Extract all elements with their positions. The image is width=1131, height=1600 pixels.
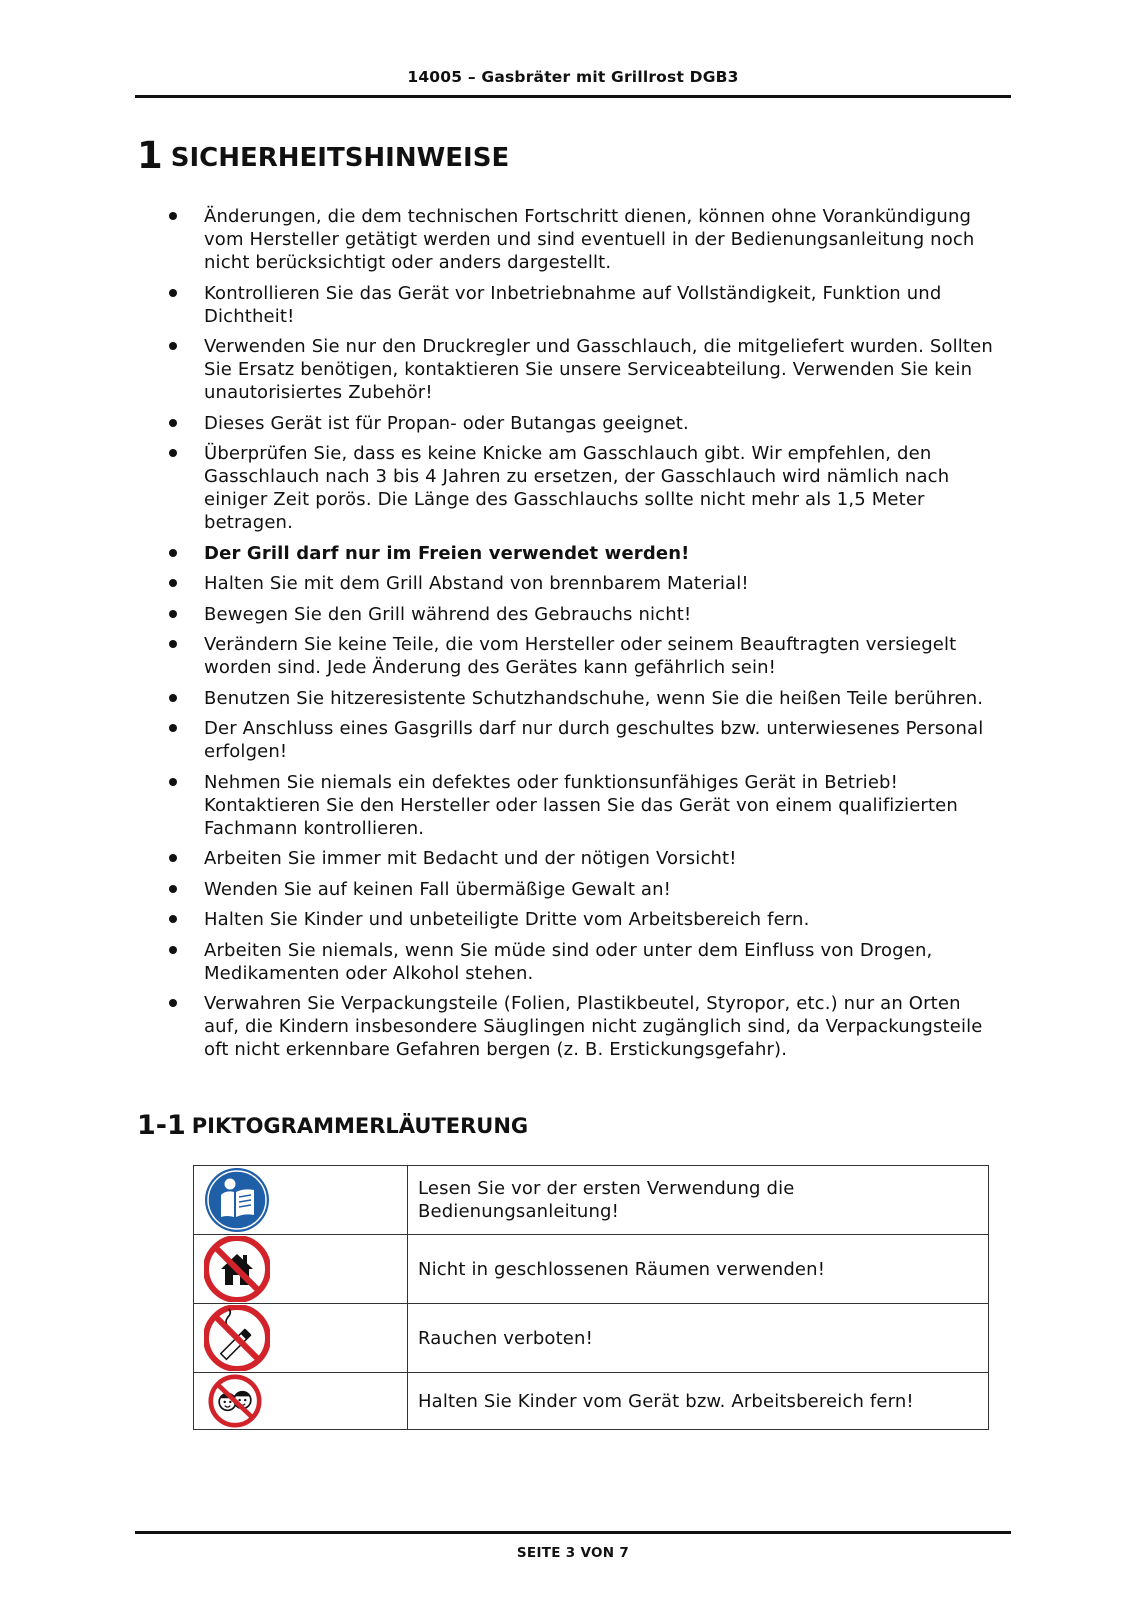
pictogram-cell — [194, 1373, 408, 1430]
list-item: Verändern Sie keine Teile, die vom Hersteller oder seinem Beauftragten versiegelt worden sind. Jede Änderung des Gerätes kann gefährlich sein! — [169, 633, 999, 679]
safety-instructions-list — [169, 205, 999, 1069]
document-header-title: 14005 – Gasbräter mit Grillrost DGB3 — [407, 68, 739, 86]
pictogram-description: Rauchen verboten! — [408, 1304, 989, 1373]
pictogram-description: Nicht in geschlossenen Räumen verwenden! — [408, 1235, 989, 1304]
list-item: Arbeiten Sie niemals, wenn Sie müde sind oder unter dem Einfluss von Drogen, Medikamenten oder Alkohol stehen. — [169, 939, 999, 985]
list-item: Änderungen, die dem technischen Fortschritt dienen, können ohne Vorankündigung vom Hersteller getätigt werden und sind eventuell in der Bedienungsanleitung noch nicht berücksichtigt oder anders dargestellt. — [169, 205, 999, 274]
list-item: Wenden Sie auf keinen Fall übermäßige Gewalt an! — [169, 878, 999, 901]
pictogram-table — [193, 1165, 989, 1430]
no-smoking-icon — [204, 1305, 270, 1371]
subsection-title: PIKTOGRAMMERLÄUTERUNG — [191, 1114, 529, 1138]
section-number: 1 — [137, 134, 163, 177]
table-row — [194, 1235, 989, 1304]
list-item: Kontrollieren Sie das Gerät vor Inbetriebnahme auf Vollständigkeit, Funktion und Dichtheit! — [169, 282, 999, 328]
list-item: Benutzen Sie hitzeresistente Schutzhandschuhe, wenn Sie die heißen Teile berühren. — [169, 687, 999, 710]
list-item-emphasized: Der Grill darf nur im Freien verwendet werden! — [169, 542, 999, 565]
list-item: Bewegen Sie den Grill während des Gebrauchs nicht! — [169, 603, 999, 626]
table-row — [194, 1304, 989, 1373]
table-row — [194, 1373, 989, 1430]
header-divider — [135, 95, 1011, 98]
list-item: Überprüfen Sie, dass es keine Knicke am Gasschlauch gibt. Wir empfehlen, den Gasschlauch nach 3 bis 4 Jahren zu ersetzen, der Gasschlauch wird nämlich nach einiger Zeit porös. Die Länge des Gasschlauchs sollte nicht mehr als 1,5 Meter betragen. — [169, 442, 999, 534]
list-item: Verwahren Sie Verpackungsteile (Folien, Plastikbeutel, Styropor, etc.) nur an Orten auf, die Kindern insbesondere Säuglingen nicht zugänglich sind, da Verpackungsteile oft nicht erkennbare Gefahren bergen (z. B. Erstickungsgefahr). — [169, 992, 999, 1061]
subsection-heading — [137, 1111, 528, 1141]
page-number: SEITE 3 VON 7 — [516, 1545, 630, 1561]
pictogram-cell — [194, 1235, 408, 1304]
pictogram-description: Lesen Sie vor der ersten Verwendung die Bedienungsanleitung! — [408, 1166, 989, 1235]
pictogram-description: Halten Sie Kinder vom Gerät bzw. Arbeitsbereich fern! — [408, 1373, 989, 1430]
read-manual-icon — [204, 1167, 270, 1233]
pictogram-cell — [194, 1166, 408, 1235]
list-item: Halten Sie Kinder und unbeteiligte Dritte vom Arbeitsbereich fern. — [169, 908, 999, 931]
section-title: SICHERHEITSHINWEISE — [170, 143, 510, 173]
footer-divider — [135, 1531, 1011, 1534]
list-item: Halten Sie mit dem Grill Abstand von brennbarem Material! — [169, 572, 999, 595]
list-item: Arbeiten Sie immer mit Bedacht und der nötigen Vorsicht! — [169, 847, 999, 870]
list-item: Verwenden Sie nur den Druckregler und Gasschlauch, die mitgeliefert wurden. Sollten Sie Ersatz benötigen, kontaktieren Sie unsere Serviceabteilung. Verwenden Sie kein unautorisiertes Zubehör! — [169, 335, 999, 404]
section-heading — [137, 136, 509, 178]
list-item: Nehmen Sie niemals ein defektes oder funktionsunfähiges Gerät in Betrieb! Kontaktieren Sie den Hersteller oder lassen Sie das Gerät von einem qualifizierten Fachmann kontrollieren. — [169, 771, 999, 840]
no-indoor-use-icon — [204, 1236, 270, 1302]
keep-children-away-icon — [204, 1374, 266, 1428]
pictogram-cell — [194, 1304, 408, 1373]
subsection-number: 1-1 — [137, 1110, 186, 1141]
list-item: Der Anschluss eines Gasgrills darf nur durch geschultes bzw. unterwiesenes Personal erfolgen! — [169, 717, 999, 763]
table-row — [194, 1166, 989, 1235]
list-item: Dieses Gerät ist für Propan- oder Butangas geeignet. — [169, 412, 999, 435]
